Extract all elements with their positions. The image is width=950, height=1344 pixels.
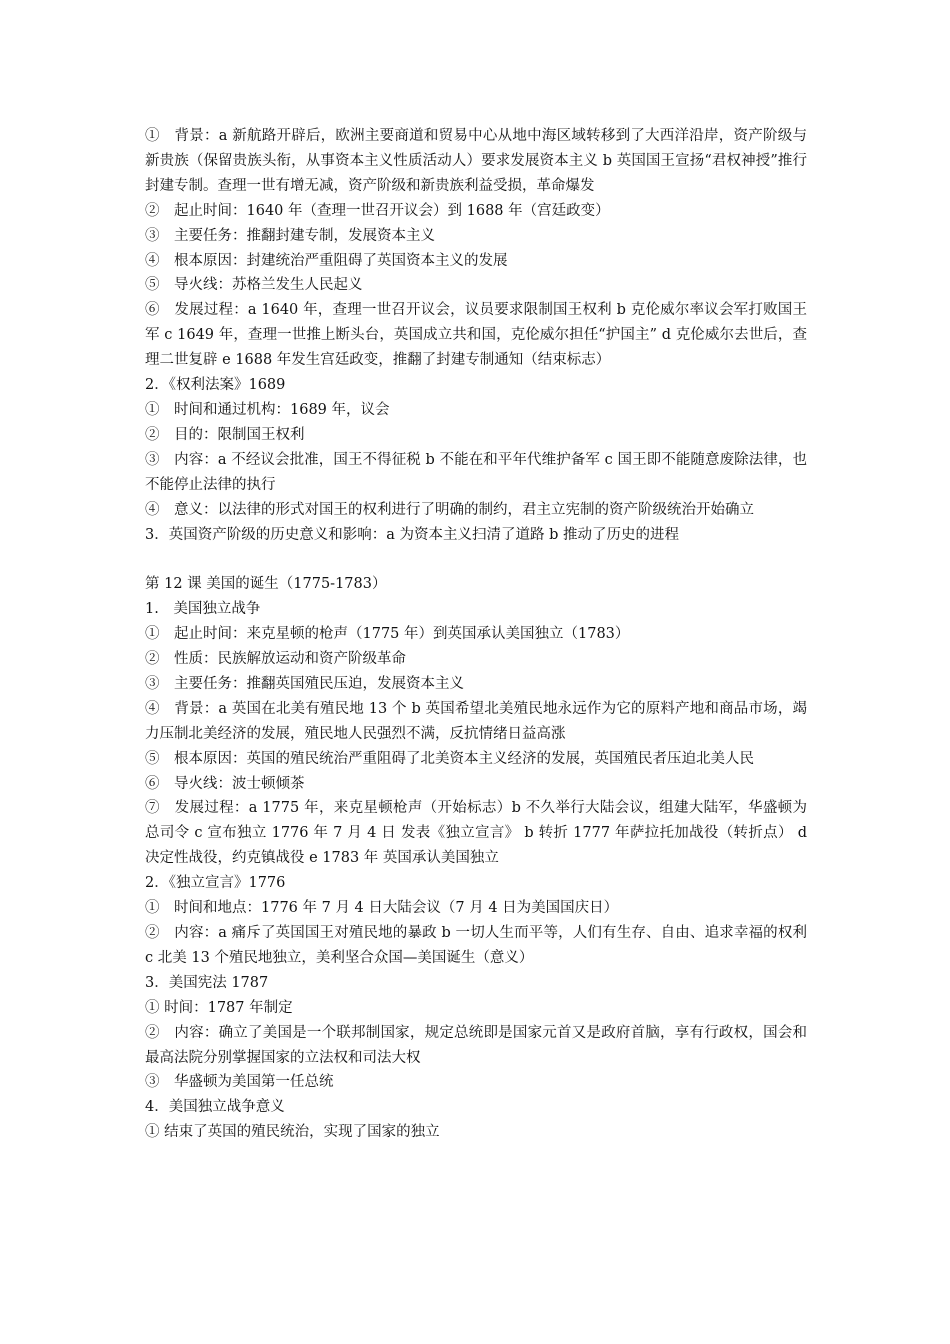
paragraph-war-nature: ② 性质：民族解放运动和资产阶级革命 — [145, 651, 406, 668]
paragraph-war-trigger: ⑥ 导火线：波士顿倾茶 — [145, 775, 305, 792]
paragraph-war-main-task: ③ 主要任务：推翻英国殖民压迫，发展资本主义 — [145, 675, 464, 692]
heading-bill-of-rights: 2．《权利法案》1689 — [145, 377, 286, 394]
heading-lesson-12: 第 12 课 美国的诞生（1775-1783） — [145, 576, 387, 593]
paragraph-declaration-content: ② 内容：a 痛斥了英国国王对殖民地的暴政 b 一切人生而平等，人们有生存、自由、追求幸福的权利 c 北美 13 个殖民地独立，美利坚合众国—美国诞生（意义） — [145, 924, 807, 966]
heading-war-significance: 4．美国独立战争意义 — [145, 1099, 285, 1116]
paragraph-first-president: ③ 华盛顿为美国第一任总统 — [145, 1074, 334, 1091]
paragraph-bill-time: ① 时间和通过机构：1689 年，议会 — [145, 401, 390, 418]
blank-line — [145, 547, 807, 572]
paragraph-constitution-content: ② 内容：确立了美国是一个联邦制国家，规定总统即是国家元首又是政府首脑，享有行政权，国会和最高法院分别掌握国家的立法权和司法大权 — [145, 1024, 807, 1066]
paragraph-declaration-time: ① 时间和地点：1776 年 7 月 4 日大陆会议（7 月 4 日为美国国庆日） — [145, 900, 619, 917]
paragraph-english-revolution-impact: 3．英国资产阶级的历史意义和影响：a 为资本主义扫清了道路 b 推动了历史的进程 — [145, 526, 679, 543]
paragraph-constitution-time: ① 时间：1787 年制定 — [145, 999, 293, 1016]
paragraph-background: ① 背景：a 新航路开辟后，欧洲主要商道和贸易中心从地中海区域转移到了大西洋沿岸，资产阶级与新贵族（保留贵族头衔，从事资本主义性质活动人）要求发展资本主义 b 英国国王宣扬“君权神授”推行封建专制。查理一世有增无减，资产阶级和新贵族利益受损，革命爆发 — [145, 128, 807, 194]
paragraph-war-significance-1: ① 结束了英国的殖民统治，实现了国家的独立 — [145, 1124, 440, 1141]
paragraph-time-span: ② 起止时间：1640 年（查理一世召开议会）到 1688 年（宫廷政变） — [145, 202, 610, 219]
heading-independence-war: 1. 美国独立战争 — [145, 601, 261, 618]
paragraph-main-task: ③ 主要任务：推翻封建专制，发展资本主义 — [145, 227, 435, 244]
paragraph-war-time-span: ① 起止时间：来克星顿的枪声（1775 年）到英国承认美国独立（1783） — [145, 626, 630, 643]
paragraph-war-root-cause: ⑤ 根本原因：英国的殖民统治严重阻碍了北美资本主义经济的发展，英国殖民者压迫北美人民 — [145, 750, 754, 767]
paragraph-war-background: ④ 背景：a 英国在北美有殖民地 13 个 b 英国希望北美殖民地永远作为它的原料产地和商品市场，竭力压制北美经济的发展，殖民地人民强烈不满，反抗情绪日益高涨 — [145, 700, 807, 742]
document-body — [145, 124, 807, 1145]
heading-declaration: 2．《独立宣言》1776 — [145, 875, 286, 892]
paragraph-bill-significance: ④ 意义：以法律的形式对国王的权利进行了明确的制约，君主立宪制的资产阶级统治开始确立 — [145, 501, 754, 518]
paragraph-process: ⑥ 发展过程：a 1640 年，查理一世召开议会，议员要求限制国王权利 b 克伦威尔率议会军打败国王军 c 1649 年，查理一世推上断头台，英国成立共和国，克伦威尔担任“护国主” d 克伦威尔去世后，查理二世复辟 e 1688 年发生宫廷政变，推翻了封建专制通知（结束标志） — [145, 302, 807, 369]
paragraph-bill-purpose: ② 目的：限制国王权利 — [145, 426, 305, 443]
paragraph-root-cause: ④ 根本原因：封建统治严重阻碍了英国资本主义的发展 — [145, 252, 508, 269]
paragraph-trigger: ⑤ 导火线：苏格兰发生人民起义 — [145, 277, 363, 294]
heading-constitution: 3．美国宪法 1787 — [145, 974, 269, 991]
paragraph-war-process: ⑦ 发展过程：a 1775 年，来克星顿枪声（开始标志）b 不久举行大陆会议，组建大陆军，华盛顿为总司令 c 宣布独立 1776 年 7 月 4 日 发表《独立宣言》 b 转折 1777 年萨拉托加战役（转折点） d 决定性战役，约克镇战役 e 1783 年 英国承认美国独立 — [145, 800, 807, 867]
paragraph-bill-content: ③ 内容：a 不经议会批准，国王不得征税 b 不能在和平年代维护备军 c 国王即不能随意废除法律，也不能停止法律的执行 — [145, 451, 807, 493]
